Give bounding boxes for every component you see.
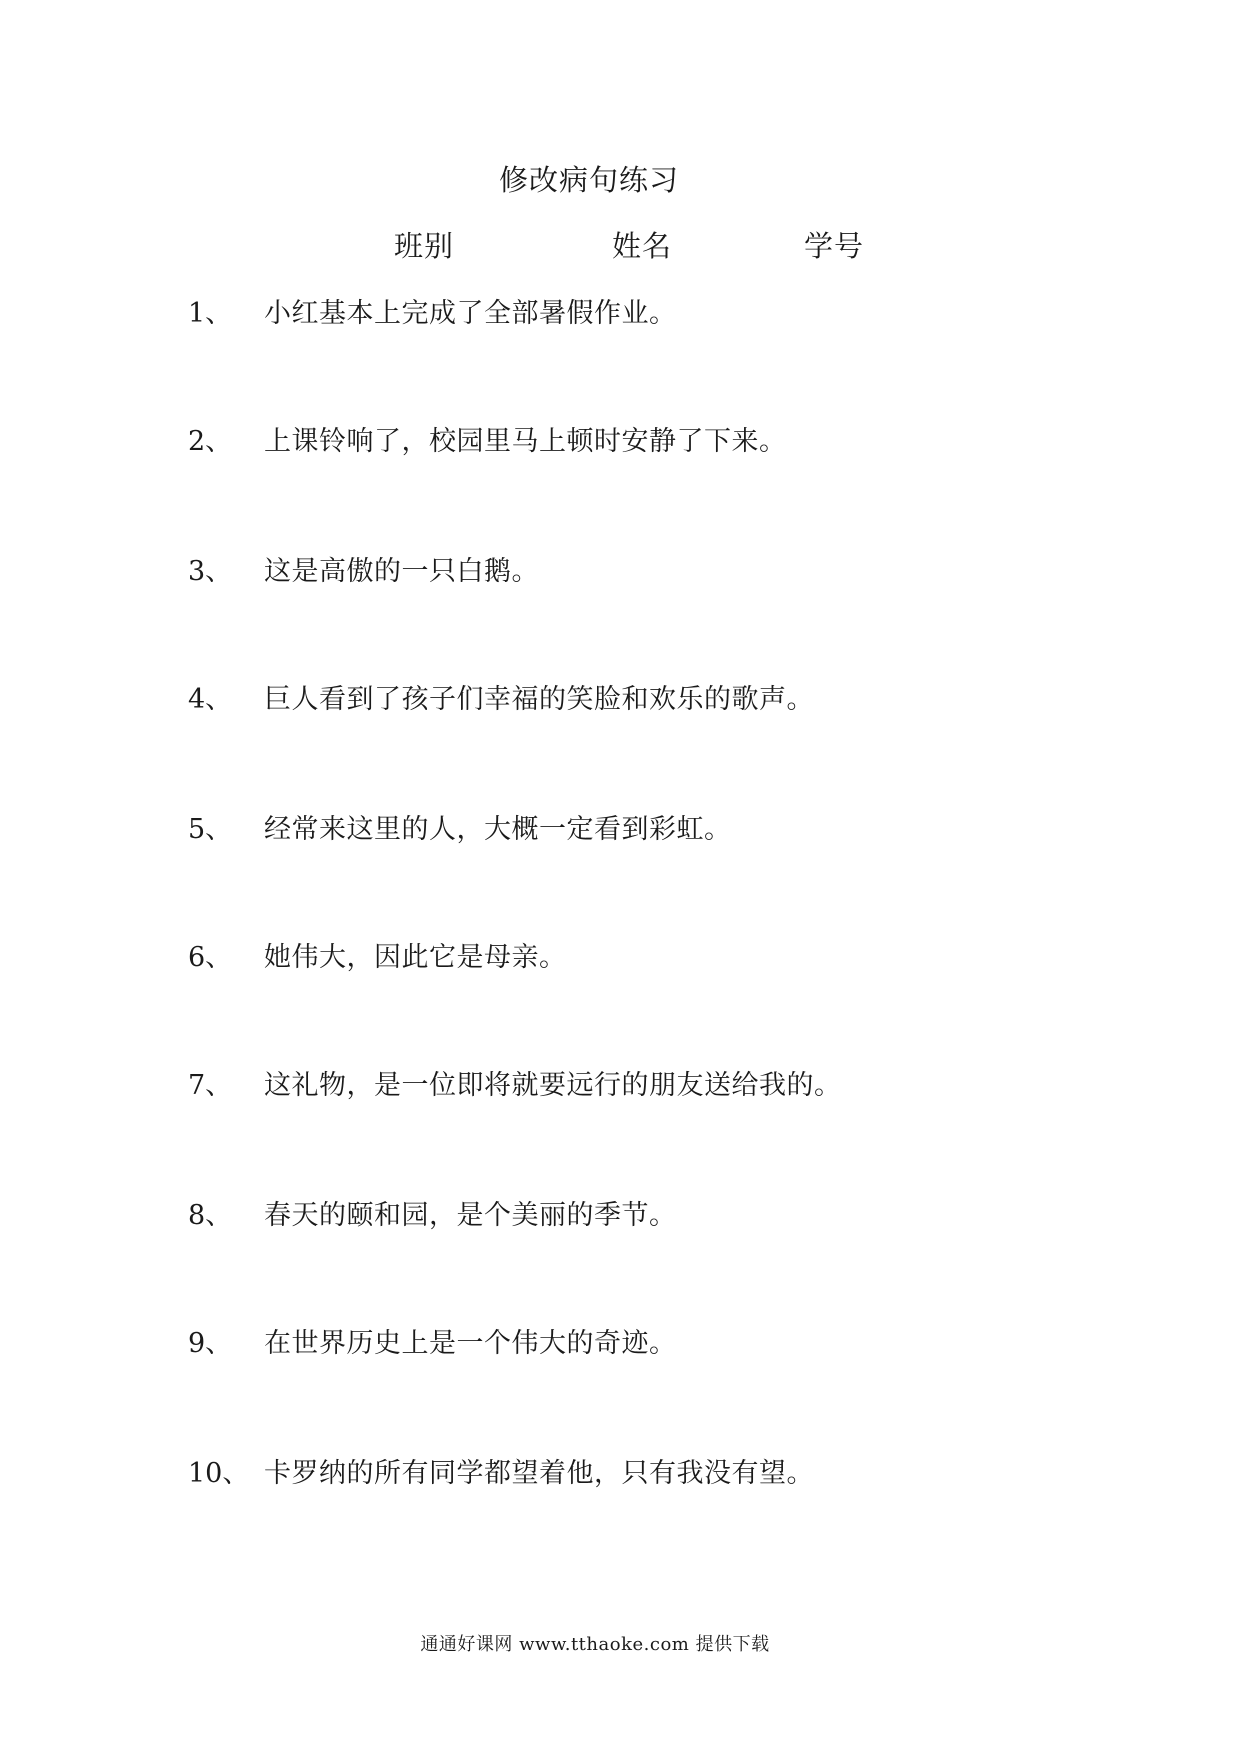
question-item — [0, 422, 1240, 462]
question-number: 6、 — [188, 942, 233, 973]
question-text: 春天的颐和园，是个美丽的季节。 — [264, 1200, 677, 1231]
question-number: 3、 — [188, 556, 233, 587]
question-item — [0, 810, 1240, 850]
question-item — [0, 1324, 1240, 1364]
question-text: 她伟大，因此它是母亲。 — [264, 942, 567, 973]
page-title: 修改病句练习 — [498, 163, 679, 197]
question-item — [0, 1196, 1240, 1236]
question-text: 在世界历史上是一个伟大的奇迹。 — [264, 1328, 677, 1359]
question-number: 9、 — [188, 1328, 233, 1359]
footer-source-text: 通通好课网 www.tthaoke.com 提供下载 — [420, 1634, 770, 1655]
question-item — [0, 938, 1240, 978]
question-text: 小红基本上完成了全部暑假作业。 — [264, 298, 677, 329]
question-item — [0, 680, 1240, 720]
question-item — [0, 552, 1240, 592]
question-number: 5、 — [188, 814, 233, 845]
question-number: 7、 — [188, 1070, 233, 1101]
question-text: 卡罗纳的所有同学都望着他，只有我没有望。 — [264, 1458, 814, 1489]
question-text: 巨人看到了孩子们幸福的笑脸和欢乐的歌声。 — [264, 684, 814, 715]
question-text: 这礼物，是一位即将就要远行的朋友送给我的。 — [264, 1070, 842, 1101]
student-id-label: 学号 — [804, 229, 865, 263]
question-number: 8、 — [188, 1200, 233, 1231]
question-text: 经常来这里的人，大概一定看到彩虹。 — [264, 814, 732, 845]
question-text: 这是高傲的一只白鹅。 — [264, 556, 539, 587]
name-label: 姓名 — [612, 229, 673, 263]
question-item — [0, 1454, 1240, 1494]
question-number: 2、 — [188, 426, 233, 457]
question-item — [0, 294, 1240, 334]
question-item — [0, 1066, 1240, 1106]
question-number: 1、 — [188, 298, 233, 329]
question-text: 上课铃响了，校园里马上顿时安静了下来。 — [264, 426, 787, 457]
question-number: 4、 — [188, 684, 233, 715]
footer — [0, 1632, 1240, 1658]
question-number: 10、 — [188, 1458, 250, 1489]
class-label: 班别 — [394, 229, 455, 263]
